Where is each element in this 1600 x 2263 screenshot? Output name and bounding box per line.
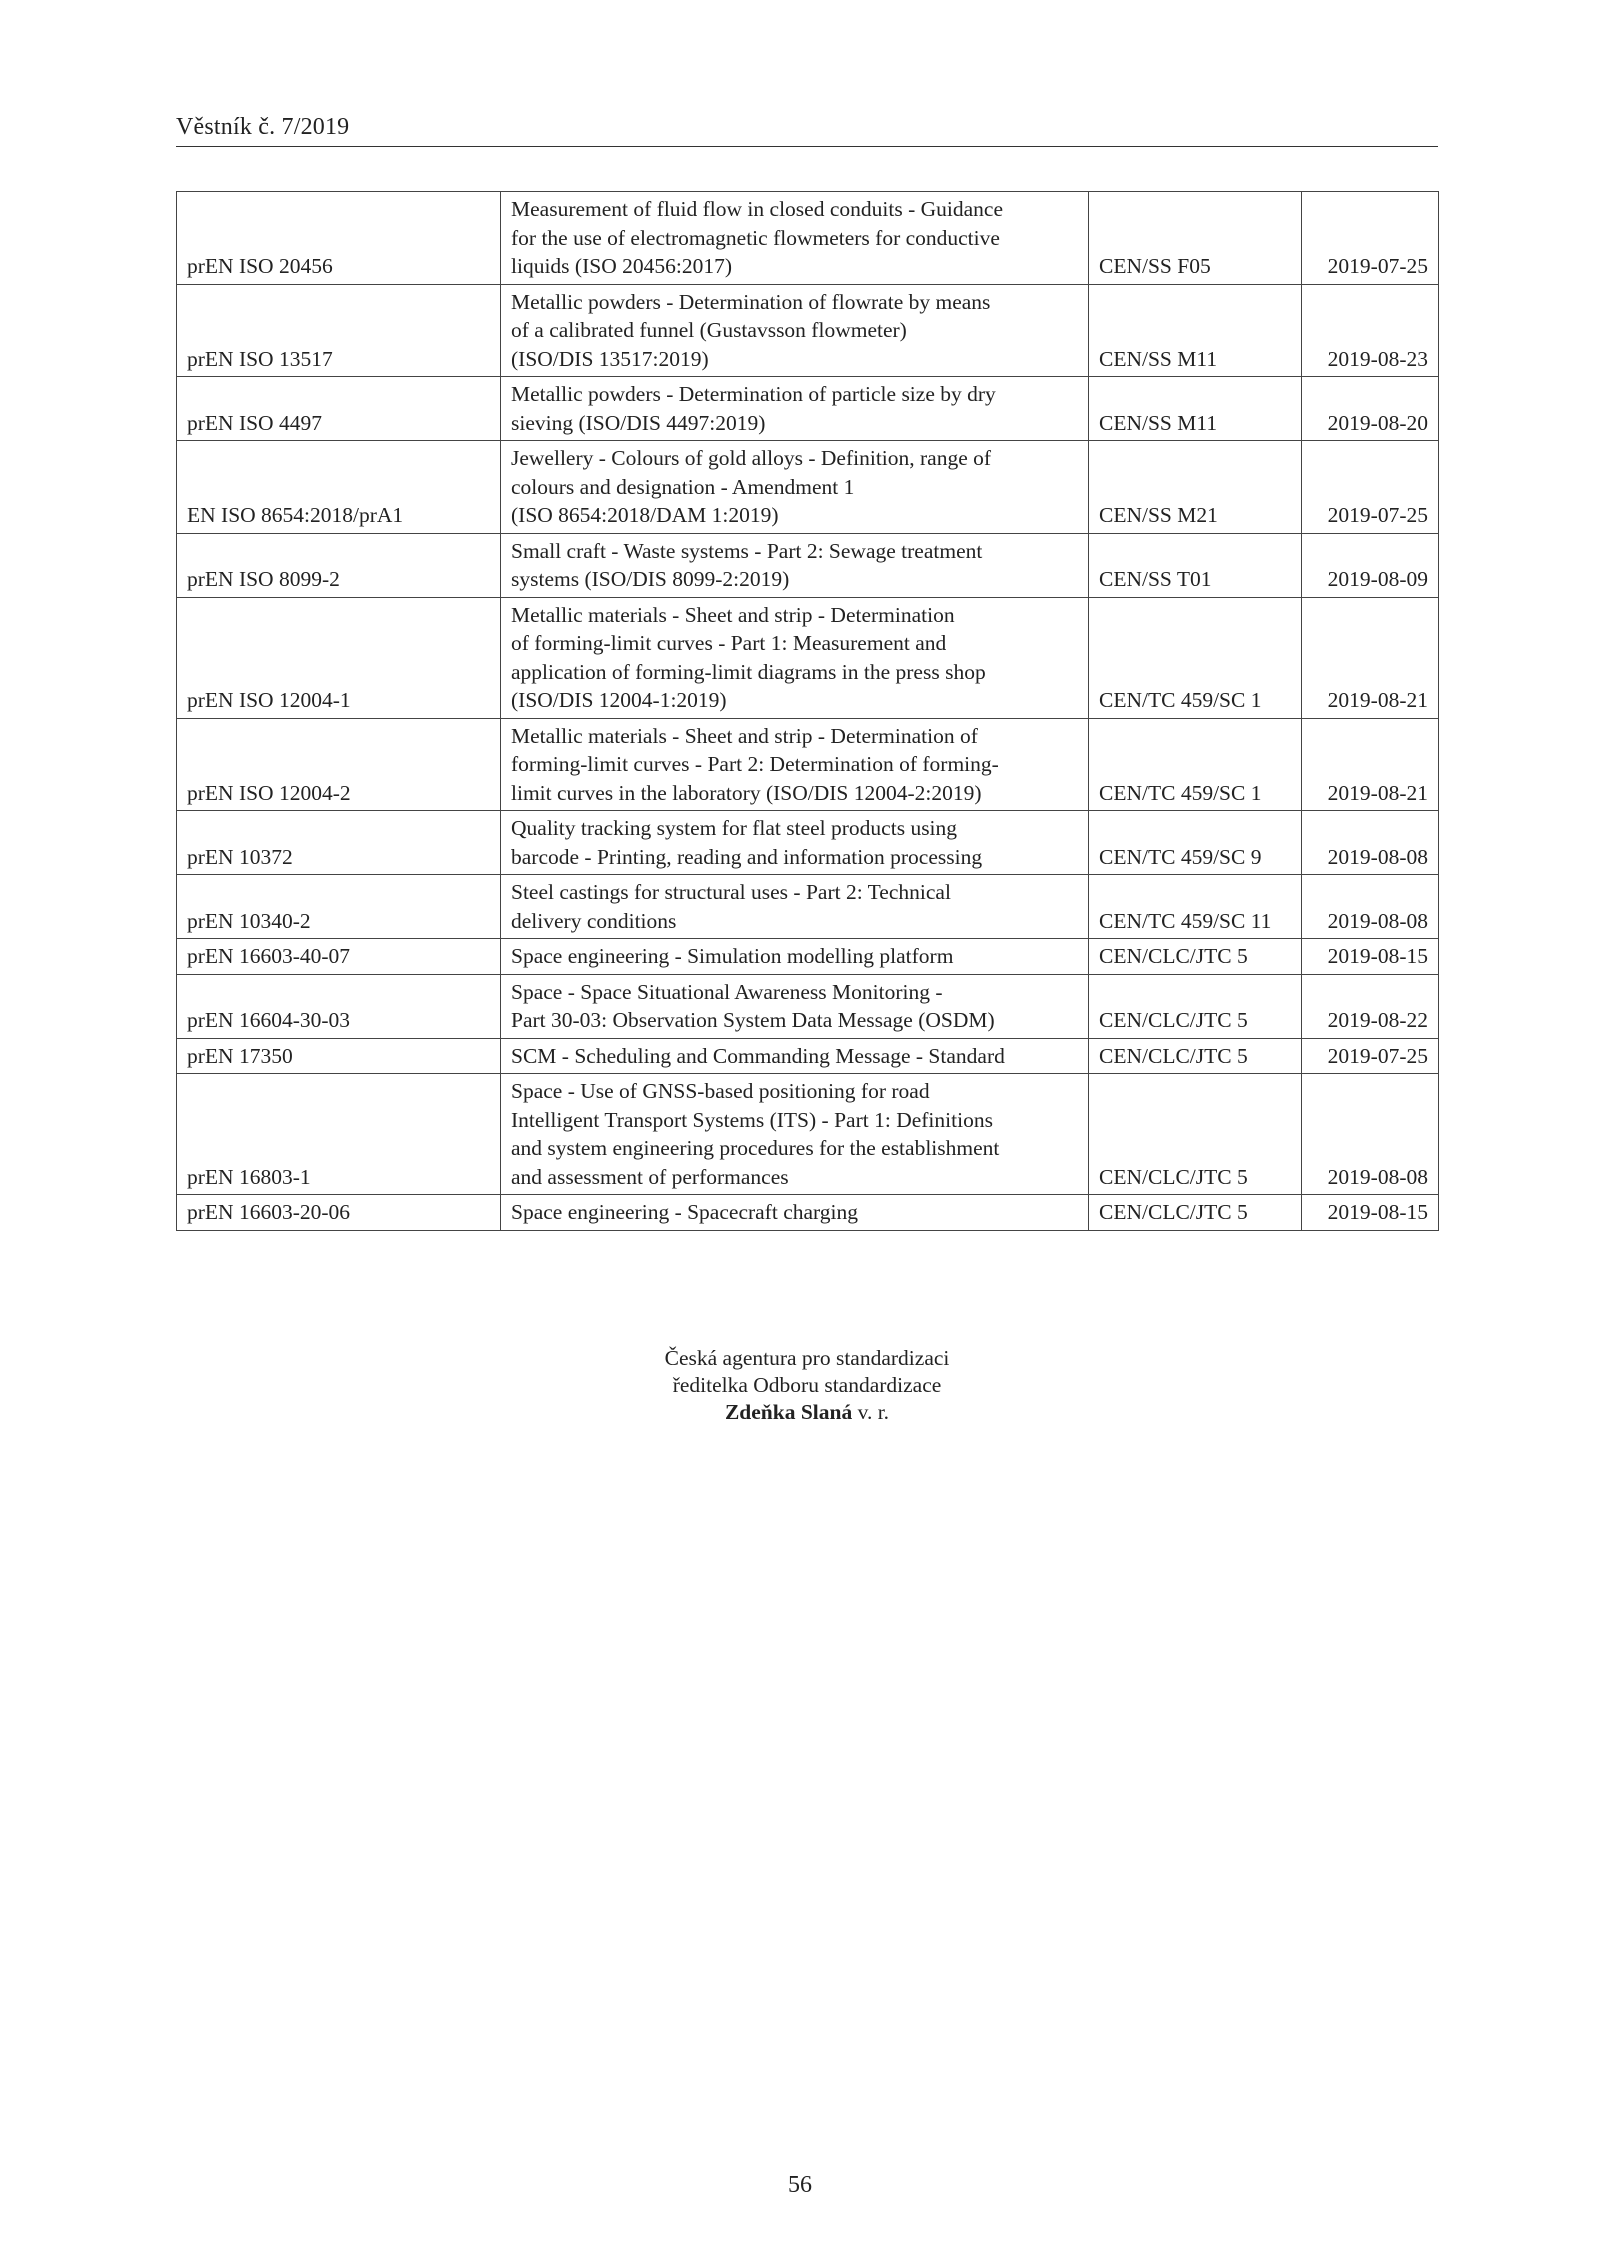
standard-description: Space - Space Situational Awareness Monitoring - Part 30-03: Observation System Data Message (OSDM) [501, 974, 1089, 1038]
standard-code: prEN 16803-1 [177, 1074, 501, 1195]
table-row [177, 939, 1439, 975]
standard-description: Steel castings for structural uses - Part 2: Technical delivery conditions [501, 875, 1089, 939]
standard-code: prEN 16604-30-03 [177, 974, 501, 1038]
standard-code: prEN ISO 20456 [177, 192, 501, 285]
deadline-date: 2019-07-25 [1302, 1038, 1439, 1074]
technical-committee: CEN/TC 459/SC 1 [1089, 718, 1302, 811]
table-row [177, 533, 1439, 597]
deadline-date: 2019-08-08 [1302, 811, 1439, 875]
standard-description: Small craft - Waste systems - Part 2: Sewage treatment systems (ISO/DIS 8099-2:2019) [501, 533, 1089, 597]
standard-code: prEN ISO 13517 [177, 284, 501, 377]
page-header [176, 112, 1438, 147]
deadline-date: 2019-08-23 [1302, 284, 1439, 377]
deadline-date: 2019-08-08 [1302, 1074, 1439, 1195]
signer-line [176, 1399, 1438, 1426]
standard-code: prEN 16603-20-06 [177, 1195, 501, 1231]
standard-code: EN ISO 8654:2018/prA1 [177, 441, 501, 534]
standard-code: prEN 10340-2 [177, 875, 501, 939]
standard-code: prEN ISO 12004-2 [177, 718, 501, 811]
technical-committee: CEN/TC 459/SC 1 [1089, 597, 1302, 718]
table-row [177, 1195, 1439, 1231]
table-row [177, 974, 1439, 1038]
deadline-date: 2019-07-25 [1302, 192, 1439, 285]
table-row [177, 1074, 1439, 1195]
signature-block [176, 1345, 1438, 1426]
standard-description: Measurement of fluid flow in closed conduits - Guidance for the use of electromagnetic flowmeters for conductive liquids (ISO 20456:2017) [501, 192, 1089, 285]
deadline-date: 2019-08-21 [1302, 597, 1439, 718]
technical-committee: CEN/SS M11 [1089, 377, 1302, 441]
standard-code: prEN 10372 [177, 811, 501, 875]
table-row [177, 875, 1439, 939]
deadline-date: 2019-07-25 [1302, 441, 1439, 534]
technical-committee: CEN/SS M21 [1089, 441, 1302, 534]
table-row [177, 597, 1439, 718]
standard-description: Metallic powders - Determination of particle size by dry sieving (ISO/DIS 4497:2019) [501, 377, 1089, 441]
deadline-date: 2019-08-20 [1302, 377, 1439, 441]
standard-code: prEN 16603-40-07 [177, 939, 501, 975]
table-row [177, 192, 1439, 285]
technical-committee: CEN/CLC/JTC 5 [1089, 1074, 1302, 1195]
standards-table [176, 191, 1439, 1231]
signer-role: ředitelka Odboru standardizace [672, 1373, 942, 1397]
standard-description: Metallic powders - Determination of flowrate by means of a calibrated funnel (Gustavsson flowmeter) (ISO/DIS 13517:2019) [501, 284, 1089, 377]
signer-suffix: v. r. [852, 1400, 890, 1424]
standard-description: Metallic materials - Sheet and strip - Determination of forming-limit curves - Part 2: Determination of forming- limit curves in the laboratory (ISO/DIS 12004-2:2019) [501, 718, 1089, 811]
table-row [177, 1038, 1439, 1074]
technical-committee: CEN/CLC/JTC 5 [1089, 1195, 1302, 1231]
standard-code: prEN ISO 12004-1 [177, 597, 501, 718]
deadline-date: 2019-08-21 [1302, 718, 1439, 811]
technical-committee: CEN/CLC/JTC 5 [1089, 974, 1302, 1038]
technical-committee: CEN/TC 459/SC 11 [1089, 875, 1302, 939]
standard-description: Space - Use of GNSS-based positioning for road Intelligent Transport Systems (ITS) - Part 1: Definitions and system engineering procedures for the establishment and assessment of performances [501, 1074, 1089, 1195]
table-row [177, 718, 1439, 811]
standard-description: Quality tracking system for flat steel products using barcode - Printing, reading and information processing [501, 811, 1089, 875]
standards-table-body [177, 192, 1439, 1231]
standard-code: prEN 17350 [177, 1038, 501, 1074]
standard-description: SCM - Scheduling and Commanding Message - Standard [501, 1038, 1089, 1074]
standard-description: Jewellery - Colours of gold alloys - Definition, range of colours and designation - Amendment 1 (ISO 8654:2018/DAM 1:2019) [501, 441, 1089, 534]
technical-committee: CEN/SS F05 [1089, 192, 1302, 285]
signer-name: Zdeňka Slaná [724, 1400, 853, 1424]
deadline-date: 2019-08-15 [1302, 1195, 1439, 1231]
standard-code: prEN ISO 8099-2 [177, 533, 501, 597]
deadline-date: 2019-08-08 [1302, 875, 1439, 939]
journal-title: Věstník č. 7/2019 [176, 114, 350, 140]
table-row [177, 284, 1439, 377]
deadline-date: 2019-08-15 [1302, 939, 1439, 975]
deadline-date: 2019-08-09 [1302, 533, 1439, 597]
page-number: 56 [788, 2172, 812, 2198]
standard-description: Space engineering - Simulation modelling platform [501, 939, 1089, 975]
table-row [177, 811, 1439, 875]
standard-description: Metallic materials - Sheet and strip - Determination of forming-limit curves - Part 1: Measurement and application of forming-limit diagrams in the press shop (ISO/DIS 12004-1:2019) [501, 597, 1089, 718]
technical-committee: CEN/SS M11 [1089, 284, 1302, 377]
technical-committee: CEN/CLC/JTC 5 [1089, 1038, 1302, 1074]
standard-description: Space engineering - Spacecraft charging [501, 1195, 1089, 1231]
technical-committee: CEN/SS T01 [1089, 533, 1302, 597]
agency-name: Česká agentura pro standardizaci [664, 1346, 950, 1370]
deadline-date: 2019-08-22 [1302, 974, 1439, 1038]
technical-committee: CEN/CLC/JTC 5 [1089, 939, 1302, 975]
standard-code: prEN ISO 4497 [177, 377, 501, 441]
table-row [177, 441, 1439, 534]
technical-committee: CEN/TC 459/SC 9 [1089, 811, 1302, 875]
table-row [177, 377, 1439, 441]
